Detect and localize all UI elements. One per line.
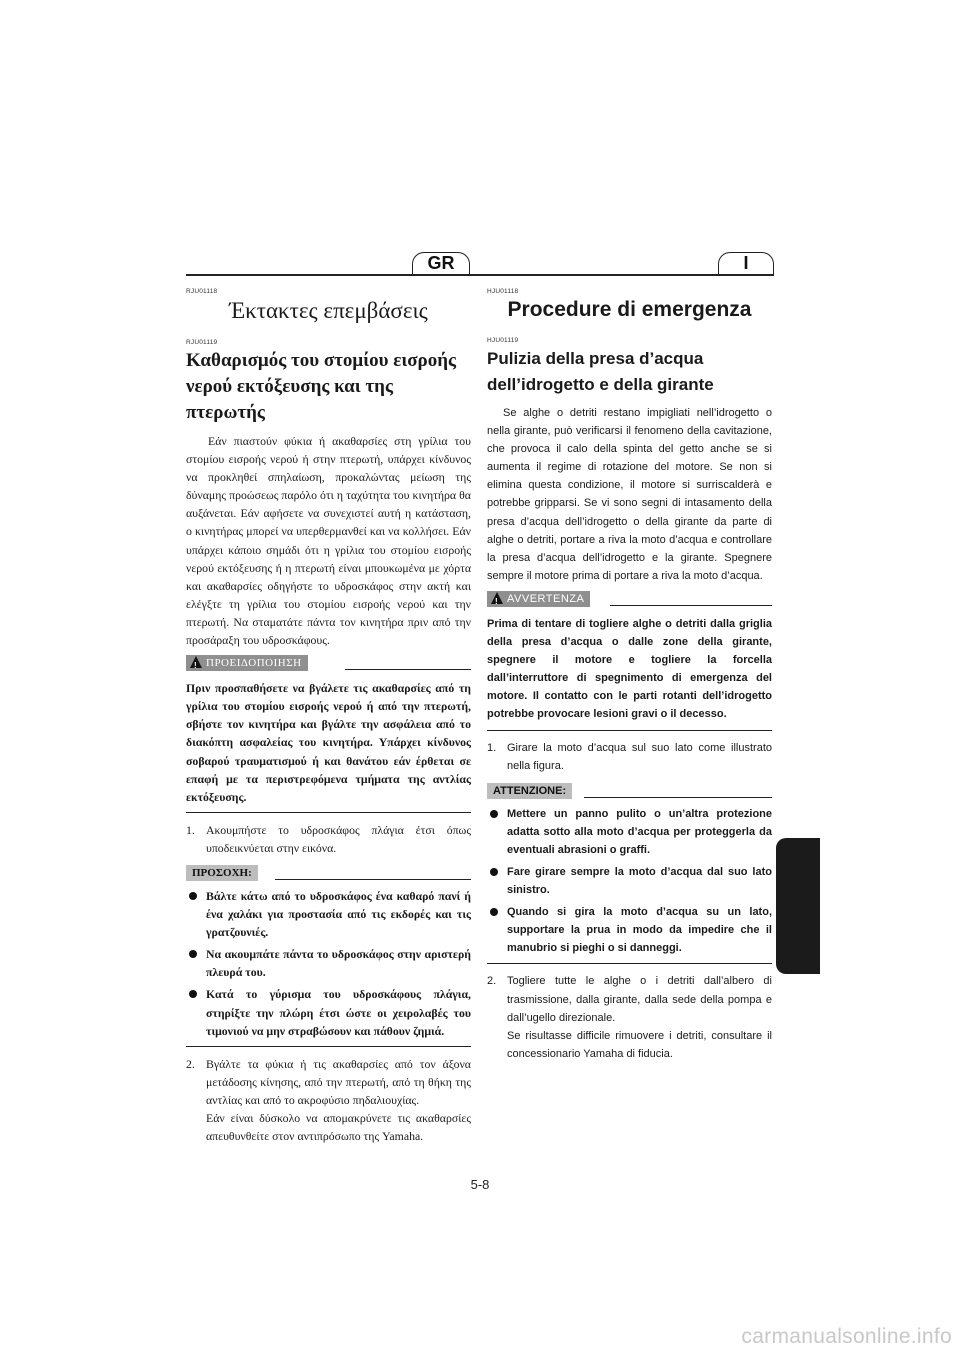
- caution-header: [487, 783, 772, 801]
- subsection-code: RJU01119: [186, 339, 218, 346]
- step-1: [186, 821, 471, 857]
- subsection-title: Pulizia della presa d’acqua dell’idrogetto e della girante: [487, 349, 714, 394]
- step-text: Girare la moto d’acqua sul suo lato come illustrato nella figura.: [507, 741, 772, 772]
- step-1: [487, 739, 772, 775]
- caution-rule: [584, 797, 772, 798]
- chapter-thumb-tab: [776, 838, 820, 974]
- step-text: Togliere tutte le alghe o i detriti dall’albero di trasmissione, dalla girante, dalla sede della pompa e dall’ugello direzionale.: [507, 975, 772, 1024]
- section-code: RJU01118: [186, 288, 218, 295]
- caution-label: ΠΡΟΣΟΧΗ:: [186, 865, 258, 881]
- language-badge-it: I: [718, 252, 774, 274]
- caution-bullet: [487, 805, 772, 859]
- warning-text: Prima di tentare di togliere alghe o detriti dalla griglia della presa d’acqua o dalle zone della girante, spegnere il motore e togliere la forcella dall’interruttore di spegnimento di emergenza del motore. Il contatto con le parti rotanti dell’idrogetto potrebbe provocare lesioni gravi o il decesso.: [487, 617, 772, 721]
- step-number: 1.: [487, 741, 497, 754]
- warning-rule: [610, 605, 772, 606]
- caution-close-rule: [186, 1046, 471, 1047]
- step-number: 2.: [487, 975, 497, 988]
- header-rule: [186, 274, 774, 276]
- step-2: [487, 972, 772, 1062]
- step-text-continued: Se risultasse difficile rimuovere i detriti, consultare il concessionario Yamaha di fiducia.: [507, 1029, 772, 1060]
- bullet-text: Να ακουμπάτε πάντα το υδροσκάφος στην αριστερή πλευρά του.: [206, 947, 471, 980]
- intro-paragraph: Εάν πιαστούν φύκια ή ακαθαρσίες στη γρίλια του στομίου εισροής νερού ή στην πτερωτή, υπάρχει κίνδυνος να προκληθεί σπηλαίωση, προκαλώντας μείωση της δύναμης προώσεως παρόλο ότι η ταχύτητα του κινητήρα θα αυξάνεται. Εάν αφήσετε να συνεχιστεί αυτή η κατάσταση, ο κινητήρας μπορεί να υπερθερμανθεί και να κολλήσει. Εάν υπάρχει κάποιο σημάδι ότι η γρίλια του στομίου εισροής νερού εκτόξευσης ή η πτερωτή είναι μπουκωμένα με χόρτα και ακαθαρσίες οδηγήστε το υδροσκάφος στην ακτή και ελέγξτε τη γρίλια του στομίου εισροής νερού και την πτερωτή. Να σταματάτε πάντα τον κινητήρα πριν από την προσάραξη του υδροσκάφους.: [186, 434, 471, 648]
- step-text: Βγάλτε τα φύκια ή τις ακαθαρσίες από τον άξονα μετάδοσης κίνησης, από την πτερωτή, από τη θήκη της αντλίας και από το ακροφύσιο πηδαλιουχίας.: [206, 1056, 471, 1107]
- caution-header: [186, 865, 471, 883]
- caution-bullet: [186, 887, 471, 941]
- warning-header: [186, 655, 471, 673]
- caution-close-rule: [487, 963, 772, 964]
- bullet-dot-icon: [490, 908, 498, 916]
- subsection-code: HJU01119: [487, 337, 519, 344]
- section-code: HJU01118: [487, 288, 519, 295]
- page-number: 5-8: [470, 1177, 490, 1192]
- warning-label: [186, 655, 308, 671]
- language-badge-gr: GR: [412, 252, 470, 274]
- bullet-text: Fare girare sempre la moto d’acqua dal suo lato sinistro.: [507, 865, 772, 897]
- warning-close-rule: [487, 730, 772, 731]
- section-title: Procedure di emergenza: [507, 298, 752, 321]
- caution-bullet: [487, 903, 772, 957]
- warning-close-rule: [186, 812, 471, 813]
- bullet-dot-icon: [189, 892, 197, 900]
- bullet-text: Mettere un panno pulito o un’altra protezione adatta sotto alla moto d’acqua per proteggerla da eventuali abrasioni o graffi.: [507, 807, 772, 856]
- bullet-dot-icon: [189, 950, 197, 958]
- caution-bullet: [186, 945, 471, 981]
- subsection-title: Καθαρισμός του στομίου εισροής νερού εκτόξευσης και της πτερωτής: [186, 350, 457, 423]
- step-2: [186, 1055, 471, 1145]
- watermark: carmanualsonline.info: [741, 1325, 952, 1348]
- warning-label-text: AVVERTENZA: [507, 592, 585, 605]
- bullet-dot-icon: [189, 990, 197, 998]
- caution-label: ATTENZIONE:: [487, 783, 572, 799]
- step-text-continued: Εάν είναι δύσκολο να απομακρύνετε τις ακαθαρσίες απευθυνθείτε στον αντιπρόσωπο της Yamaha.: [206, 1111, 471, 1144]
- column-italian: [487, 288, 772, 1063]
- step-number: 1.: [186, 822, 195, 837]
- warning-text: Πριν προσπαθήσετε να βγάλετε τις ακαθαρσίες από τη γρίλια του στομίου εισροής νερού ή από την πτερωτή, σβήστε τον κινητήρα και βγάλτε την ασφάλεια από το διακόπτη ασφαλείας του κινητήρα. Υπάρχει κίνδυνος σοβαρού τραυματισμού ή και θανάτου εάν έρθεται σε επαφή με τα περιστρεφόμενα τμήματα της αντλίας εκτόξευσης.: [186, 681, 471, 804]
- bullet-dot-icon: [490, 810, 498, 818]
- warning-triangle-icon: [491, 592, 503, 604]
- column-greek: [186, 288, 471, 1145]
- caution-bullet: [487, 863, 772, 899]
- section-title: Έκτακτες επεμβάσεις: [229, 298, 428, 323]
- warning-label: [487, 591, 590, 607]
- bullet-dot-icon: [490, 868, 498, 876]
- step-text: Ακουμπήστε το υδροσκάφος πλάγια έτσι όπως υποδεικνύεται στην εικόνα.: [206, 822, 471, 855]
- caution-rule: [275, 879, 471, 880]
- bullet-text: Βάλτε κάτω από το υδροσκάφος ένα καθαρό πανί ή ένα χαλάκι για προστασία από τις εκδορές και τις γρατζουνιές.: [206, 888, 471, 940]
- bullet-text: Quando si gira la moto d’acqua su un lato, supportare la prua in modo da impedire che il manubrio si pieghi o si danneggi.: [507, 906, 772, 955]
- intro-paragraph: Se alghe o detriti restano impigliati nell’idrogetto o nella girante, può verificarsi il fenomeno della cavitazione, che provoca il calo della spinta del getto anche se si aumenta il regime di rotazione del motore. Se non si elimina questa condizione, il motore si surriscalderà e potrebbe gripparsi. Se vi sono segni di intasamento della presa d’acqua dell’idrogetto o della girante da parte di alghe o detriti, portare a riva la moto d’acqua e controllare la presa d’acqua dell’idrogetto e la girante. Spegnere sempre il motore prima di portare a riva la moto d’acqua.: [487, 407, 772, 582]
- warning-header: [487, 591, 772, 609]
- warning-rule: [345, 669, 471, 670]
- warning-label-text: ΠΡΟΕΙΔΟΠΟΙΗΣΗ: [206, 657, 302, 670]
- step-number: 2.: [186, 1056, 195, 1071]
- bullet-text: Κατά το γύρισμα του υδροσκάφους πλάγια, στηρίξτε την πλώρη έτσι ώστε οι χειρολαβές του τιμονιού να μην στραβώσουν και πάθουν ζημιά.: [206, 987, 471, 1038]
- caution-bullet: [186, 985, 471, 1039]
- warning-triangle-icon: [190, 656, 202, 668]
